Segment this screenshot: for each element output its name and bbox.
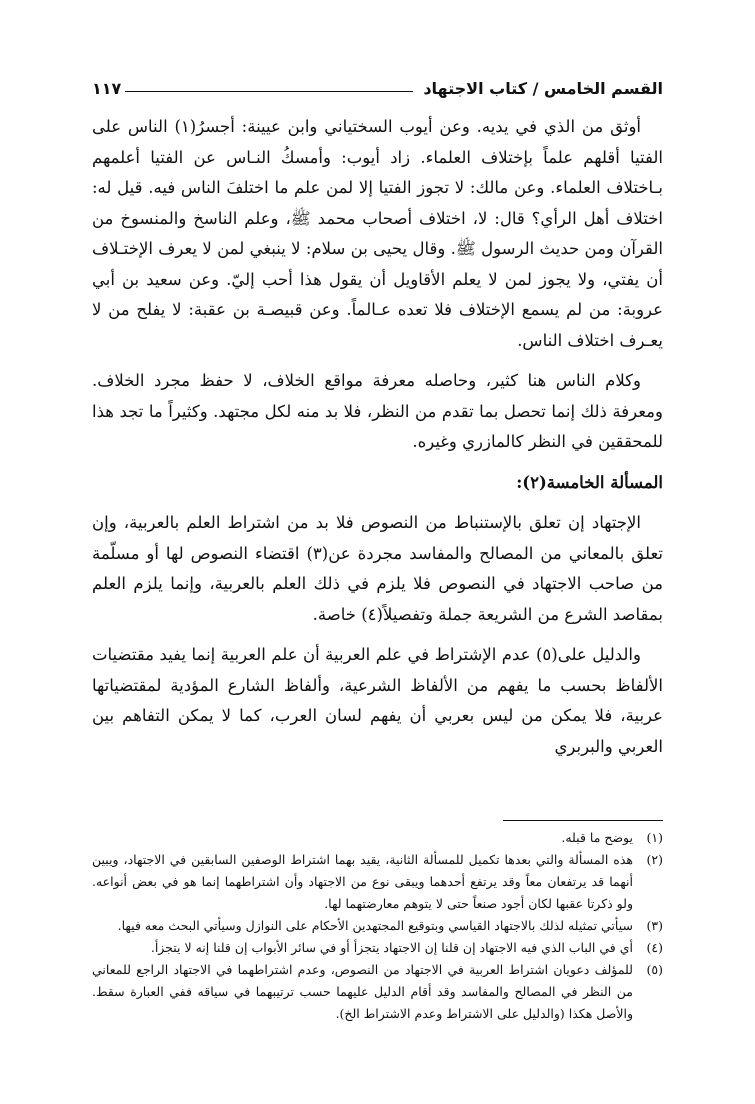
- footnote-text: هذه المسألة والتي بعدها تكميل للمسألة الثانية، يقيد بهما اشتراط الوصفين السابقين في الاجتهاد، ويبين أنهما قد يرتفعان معاً وقد يرتفع أحدهما ويبقى نوع من الاجتهاد وأن اشتراطهما إنما هو في بعض أنواعه. ولو ذكرتا عقبها لكان أجود صنعاً حتى لا يتوهم معارضتهما لها.: [92, 852, 633, 911]
- paragraph-4: والدليل على(٥) عدم الإشتراط في علم العربية أن علم العربية إنما يفيد مقتضيات الألفاظ بحسب ما يفهم من الألفاظ الشرعية، وألفاظ الشارع المؤدية لمقتضياتها عربية، فلا يمكن من ليس بعربي أن يفهم لسان العرب، كما لا يمكن التفاهم بين العربي والبربري: [92, 645, 663, 756]
- footnote-text: سيأتي تمثيله لذلك بالاجتهاد القياسي وبتوقيع المجتهدين الأحكام على النوازل وسيأتي البحث معه فيها.: [117, 918, 633, 933]
- page-number: ١١٧: [92, 79, 122, 98]
- footnote-number: (٢): [646, 852, 663, 867]
- footnote-separator: [503, 820, 663, 821]
- footnote-text: أي في الباب الذي فيه الاجتهاد إن قلنا إن الاجتهاد يتجزأ أو في سائر الأبواب إن قلنا إنه لا يتجزأ.: [150, 940, 633, 955]
- footnotes: [92, 820, 663, 1025]
- footnote-2: [92, 849, 663, 915]
- heading-footnote-ref: (٢):: [516, 472, 547, 492]
- footnote-text: يوضح ما قبله.: [561, 830, 633, 845]
- heading-title: المسألة الخامسة: [546, 472, 663, 492]
- paragraph-1: أوثق من الذي في يديه. وعن أيوب السختياني وابن عيينة: أجسرُ(١) الناس على الفتيا أقلهم علماً بإختلاف العلماء. زاد أيوب: وأمسكُ النـاس عن الفتيا أعلمهم بـاختلاف العلماء. وعن مالك: لا تجوز الفتيا إلا لمن علم ما اختلفَ الناس فيه. قيل له: اختلاف أهل الرأي؟ قال: لا، اختلاف أصحاب محمد ﷺ، وعلم الناسخ والمنسوخ من القرآن ومن حديث الرسول ﷺ. وقال يحيى بن سلام: لا ينبغي لمن لا يعرف الإختـلاف أن يفتي، ولا يجوز لمن لا يعلم الأقاويل أن يقول هذا أحب إليّ. وعن سعيد بن أبي عروبة: من لم يسمع الإختلاف فلا تعده عـالماً. وعن قبيصـة بن عقبة: لا يفلح من لا يعـرف اختلاف الناس.: [92, 117, 663, 350]
- paragraph-3: الإجتهاد إن تعلق بالإستنباط من النصوص فلا بد من اشتراط العلم بالعربية، وإن تعلق بالمعاني من المصالح والمفاسد مجردة عن(٣) اقتضاء النصوص لها أو مسلّمة من صاحب الاجتهاد في النصوص فلا يلزم في ذلك العلم بالعربية، وإنما يلزم العلم بمقاصد الشرع من الشريعة جملة وتفصيلاً(٤) خاصة.: [92, 513, 663, 624]
- footnote-number: (٤): [646, 940, 663, 955]
- main-text: [92, 112, 663, 762]
- footnote-3: [92, 915, 663, 937]
- footnote-text: للمؤلف دعويان اشتراط العربية في الاجتهاد من النصوص، وعدم اشتراطهما في الاجتهاد الراجع للمعاني من النظر في المصالح والمفاسد وقد أقام الدليل عليهما حسب ترتيبهما في سياقه ففي العبارة سقط. والأصل هكذا (والدليل على الاشتراط وعدم الاشتراط الخ).: [92, 962, 633, 1021]
- paragraph-2: وكلام الناس هنا كثير، وحاصله معرفة مواقع الخلاف، لا حفظ مجرد الخلاف. ومعرفة ذلك إنما تحصل بما تقدم من النظر، فلا بد منه لكل مجتهد. وكثيراً ما تجد هذا للمحققين في النظر كالمازري وغيره.: [92, 371, 663, 451]
- footnote-5: [92, 959, 663, 1025]
- running-title: القسم الخامس / كتاب الاجتهاد: [423, 79, 663, 98]
- footnote-number: (٥): [646, 962, 663, 977]
- footnote-number: (٣): [646, 918, 663, 933]
- page-header: [92, 70, 663, 98]
- footnote-4: [92, 937, 663, 959]
- section-heading: [92, 468, 663, 499]
- footnote-1: [92, 827, 663, 849]
- header-rule: [125, 91, 413, 92]
- footnote-number: (١): [646, 830, 663, 845]
